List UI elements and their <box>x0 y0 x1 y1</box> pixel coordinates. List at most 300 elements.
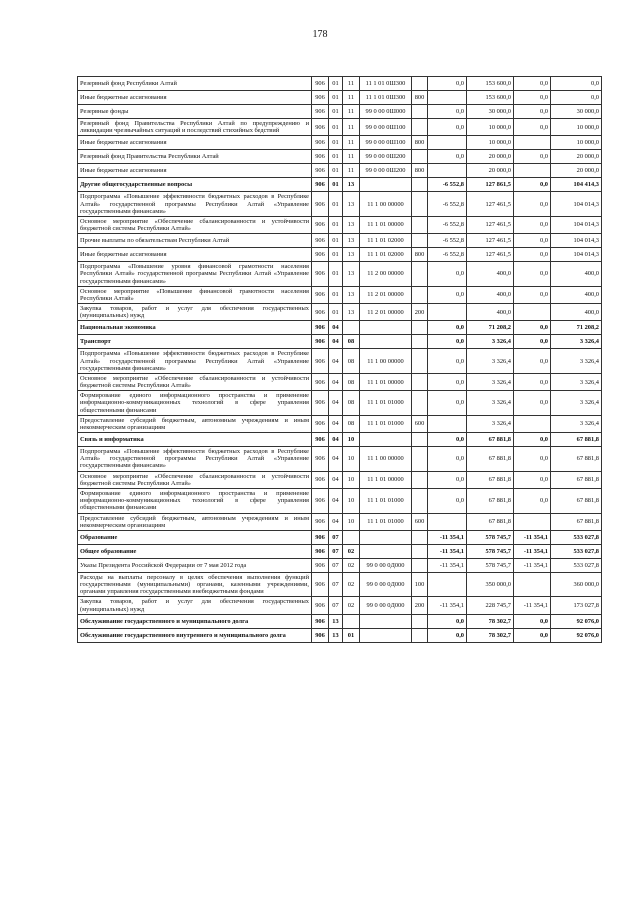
subsection-cell: 11 <box>343 91 360 105</box>
item-name-cell: Основное мероприятие «Обеспечение сбалансированности и устойчивости бюджетной системы Республики Алтай» <box>78 216 312 233</box>
subsection-cell: 08 <box>343 373 360 390</box>
amount-2-cell: 578 745,7 <box>467 544 514 558</box>
amount-3-cell: 0,0 <box>514 192 551 217</box>
subsection-cell: 11 <box>343 119 360 136</box>
target-article-cell: 11 1 01 00000 <box>360 373 412 390</box>
grbs-cell: 906 <box>312 216 329 233</box>
amount-4-cell: 3 326,4 <box>551 391 602 416</box>
target-article-cell: 11 1 01 02000 <box>360 234 412 248</box>
amount-1-cell <box>428 415 467 432</box>
amount-2-cell: 71 208,2 <box>467 321 514 335</box>
expense-type-cell: 100 <box>412 572 428 597</box>
section-cell: 07 <box>329 530 343 544</box>
amount-3-cell: 0,0 <box>514 248 551 262</box>
table-row <box>78 91 602 105</box>
amount-3-cell: 0,0 <box>514 77 551 91</box>
table-row <box>78 304 602 321</box>
subsection-cell: 13 <box>343 216 360 233</box>
amount-3-cell: -11 354,1 <box>514 597 551 614</box>
amount-3-cell: 0,0 <box>514 321 551 335</box>
target-article-cell: 11 2 01 00000 <box>360 286 412 303</box>
subsection-cell: 10 <box>343 447 360 472</box>
amount-2-cell: 127 461,5 <box>467 192 514 217</box>
amount-4-cell: 67 881,8 <box>551 447 602 472</box>
section-cell: 04 <box>329 488 343 513</box>
target-article-cell <box>360 614 412 628</box>
amount-1-cell: 0,0 <box>428 105 467 119</box>
section-cell: 04 <box>329 349 343 374</box>
grbs-cell: 906 <box>312 77 329 91</box>
table-row <box>78 216 602 233</box>
amount-2-cell: 78 302,7 <box>467 614 514 628</box>
subsection-cell: 13 <box>343 248 360 262</box>
table-row <box>78 614 602 628</box>
table-row <box>78 558 602 572</box>
amount-2-cell: 127 461,5 <box>467 248 514 262</box>
expense-type-cell <box>412 234 428 248</box>
amount-4-cell: 3 326,4 <box>551 415 602 432</box>
table-row <box>78 178 602 192</box>
subsection-cell: 02 <box>343 544 360 558</box>
amount-1-cell: 0,0 <box>428 119 467 136</box>
grbs-cell: 906 <box>312 192 329 217</box>
amount-3-cell: 0,0 <box>514 105 551 119</box>
section-cell: 01 <box>329 304 343 321</box>
amount-1-cell <box>428 513 467 530</box>
section-cell: 07 <box>329 544 343 558</box>
grbs-cell: 906 <box>312 164 329 178</box>
section-cell: 01 <box>329 248 343 262</box>
table-row <box>78 544 602 558</box>
grbs-cell: 906 <box>312 136 329 150</box>
table-row <box>78 530 602 544</box>
amount-3-cell: 0,0 <box>514 614 551 628</box>
expense-type-cell: 200 <box>412 597 428 614</box>
target-article-cell <box>360 178 412 192</box>
subsection-cell: 13 <box>343 304 360 321</box>
amount-1-cell: -6 552,8 <box>428 216 467 233</box>
expense-type-cell <box>412 391 428 416</box>
item-name-cell: Прочие выплаты по обязательствам Республики Алтай <box>78 234 312 248</box>
section-cell: 04 <box>329 513 343 530</box>
target-article-cell: 99 0 00 0Д000 <box>360 597 412 614</box>
target-article-cell <box>360 321 412 335</box>
grbs-cell: 906 <box>312 321 329 335</box>
expense-type-cell <box>412 530 428 544</box>
subsection-cell: 10 <box>343 488 360 513</box>
item-name-cell: Основное мероприятие «Обеспечение сбалансированности и устойчивости бюджетной системы Республики Алтай» <box>78 471 312 488</box>
amount-3-cell: 0,0 <box>514 262 551 287</box>
amount-2-cell: 400,0 <box>467 286 514 303</box>
amount-3-cell: 0,0 <box>514 335 551 349</box>
amount-4-cell: 20 000,0 <box>551 150 602 164</box>
section-cell: 04 <box>329 447 343 472</box>
table-row <box>78 150 602 164</box>
grbs-cell: 906 <box>312 433 329 447</box>
subsection-cell <box>343 321 360 335</box>
amount-4-cell: 0,0 <box>551 91 602 105</box>
subsection-cell: 10 <box>343 471 360 488</box>
amount-3-cell: 0,0 <box>514 488 551 513</box>
amount-3-cell: 0,0 <box>514 391 551 416</box>
amount-2-cell: 400,0 <box>467 304 514 321</box>
subsection-cell: 13 <box>343 234 360 248</box>
grbs-cell: 906 <box>312 150 329 164</box>
expense-type-cell <box>412 286 428 303</box>
amount-3-cell: 0,0 <box>514 150 551 164</box>
target-article-cell: 99 0 00 0Ш100 <box>360 136 412 150</box>
target-article-cell: 11 1 01 01000 <box>360 488 412 513</box>
amount-3-cell <box>514 164 551 178</box>
amount-1-cell: -6 552,8 <box>428 234 467 248</box>
amount-1-cell: 0,0 <box>428 335 467 349</box>
amount-4-cell: 104 014,3 <box>551 248 602 262</box>
subsection-cell: 13 <box>343 178 360 192</box>
section-cell: 01 <box>329 91 343 105</box>
amount-4-cell: 20 000,0 <box>551 164 602 178</box>
table-row <box>78 433 602 447</box>
amount-4-cell: 533 027,8 <box>551 530 602 544</box>
item-name-cell: Предоставление субсидий бюджетным, автономным учреждениям и иным некоммерческим организациям <box>78 513 312 530</box>
expense-type-cell <box>412 349 428 374</box>
amount-3-cell: 0,0 <box>514 216 551 233</box>
item-name-cell: Предоставление субсидий бюджетным, автономным учреждениям и иным некоммерческим организациям <box>78 415 312 432</box>
item-name-cell: Подпрограмма «Повышение эффективности бюджетных расходов в Республике Алтай» государственной программы Республики Алтай «Управление государственными финансами» <box>78 447 312 472</box>
amount-1-cell: 0,0 <box>428 150 467 164</box>
target-article-cell: 11 1 01 00000 <box>360 471 412 488</box>
amount-2-cell: 20 000,0 <box>467 164 514 178</box>
amount-3-cell: 0,0 <box>514 234 551 248</box>
amount-1-cell: 0,0 <box>428 628 467 642</box>
table-row <box>78 192 602 217</box>
subsection-cell: 11 <box>343 164 360 178</box>
amount-1-cell: -11 354,1 <box>428 558 467 572</box>
section-cell: 04 <box>329 391 343 416</box>
amount-1-cell: 0,0 <box>428 262 467 287</box>
amount-1-cell: 0,0 <box>428 77 467 91</box>
target-article-cell: 11 1 01 01000 <box>360 415 412 432</box>
amount-1-cell: -6 552,8 <box>428 178 467 192</box>
section-cell: 04 <box>329 321 343 335</box>
amount-3-cell <box>514 513 551 530</box>
grbs-cell: 906 <box>312 488 329 513</box>
amount-1-cell: -6 552,8 <box>428 248 467 262</box>
amount-1-cell <box>428 164 467 178</box>
target-article-cell <box>360 335 412 349</box>
expense-type-cell <box>412 471 428 488</box>
expense-type-cell: 600 <box>412 513 428 530</box>
section-cell: 01 <box>329 150 343 164</box>
expense-type-cell <box>412 119 428 136</box>
section-cell: 04 <box>329 415 343 432</box>
amount-3-cell: 0,0 <box>514 119 551 136</box>
amount-4-cell: 92 076,0 <box>551 614 602 628</box>
amount-3-cell <box>514 572 551 597</box>
amount-1-cell: 0,0 <box>428 373 467 390</box>
amount-1-cell: 0,0 <box>428 614 467 628</box>
target-article-cell: 11 1 01 0Ш300 <box>360 77 412 91</box>
amount-2-cell: 400,0 <box>467 262 514 287</box>
expense-type-cell <box>412 192 428 217</box>
item-name-cell: Общее образование <box>78 544 312 558</box>
amount-4-cell: 67 881,8 <box>551 513 602 530</box>
item-name-cell: Подпрограмма «Повышение уровня финансовой грамотности населения Республики Алтай» государственной программы Республики Алтай «Управление государственными финансами» <box>78 262 312 287</box>
item-name-cell: Основное мероприятие «Обеспечение сбалансированности и устойчивости бюджетной системы Республики Алтай» <box>78 373 312 390</box>
amount-3-cell: -11 354,1 <box>514 544 551 558</box>
amount-1-cell: -6 552,8 <box>428 192 467 217</box>
subsection-cell: 11 <box>343 150 360 164</box>
table-row <box>78 248 602 262</box>
target-article-cell <box>360 544 412 558</box>
amount-2-cell: 127 861,5 <box>467 178 514 192</box>
amount-1-cell: -11 354,1 <box>428 597 467 614</box>
item-name-cell: Основное мероприятие «Повышение финансовой грамотности населения Республики Алтай» <box>78 286 312 303</box>
expense-type-cell <box>412 373 428 390</box>
amount-4-cell: 173 027,8 <box>551 597 602 614</box>
table-row <box>78 513 602 530</box>
amount-4-cell: 67 881,8 <box>551 433 602 447</box>
amount-4-cell: 360 000,0 <box>551 572 602 597</box>
expense-type-cell <box>412 447 428 472</box>
item-name-cell: Иные бюджетные ассигнования <box>78 136 312 150</box>
amount-2-cell: 350 000,0 <box>467 572 514 597</box>
expense-type-cell: 600 <box>412 415 428 432</box>
table-row <box>78 234 602 248</box>
expense-type-cell <box>412 150 428 164</box>
section-cell: 01 <box>329 136 343 150</box>
amount-1-cell: 0,0 <box>428 286 467 303</box>
subsection-cell: 13 <box>343 286 360 303</box>
grbs-cell: 906 <box>312 614 329 628</box>
amount-1-cell: 0,0 <box>428 433 467 447</box>
grbs-cell: 906 <box>312 391 329 416</box>
subsection-cell: 01 <box>343 628 360 642</box>
grbs-cell: 906 <box>312 544 329 558</box>
target-article-cell: 11 1 01 01000 <box>360 513 412 530</box>
amount-1-cell <box>428 91 467 105</box>
item-name-cell: Резервный фонд Правительства Республики Алтай по предупреждению и ликвидации чрезвычайных ситуаций и последствий стихийных бедствий <box>78 119 312 136</box>
amount-2-cell: 127 461,5 <box>467 234 514 248</box>
expense-type-cell <box>412 614 428 628</box>
table-row <box>78 105 602 119</box>
amount-4-cell: 67 881,8 <box>551 488 602 513</box>
section-cell: 01 <box>329 119 343 136</box>
amount-4-cell: 10 000,0 <box>551 119 602 136</box>
target-article-cell: 11 2 01 00000 <box>360 304 412 321</box>
table-row <box>78 373 602 390</box>
subsection-cell: 02 <box>343 597 360 614</box>
amount-2-cell: 3 326,4 <box>467 349 514 374</box>
target-article-cell: 99 0 00 0Ш200 <box>360 164 412 178</box>
subsection-cell: 08 <box>343 335 360 349</box>
amount-1-cell <box>428 136 467 150</box>
subsection-cell: 10 <box>343 513 360 530</box>
amount-1-cell: -11 354,1 <box>428 530 467 544</box>
table-row <box>78 77 602 91</box>
table-row <box>78 628 602 642</box>
expense-type-cell <box>412 321 428 335</box>
target-article-cell: 99 0 00 0Ш200 <box>360 150 412 164</box>
table-row <box>78 321 602 335</box>
expense-type-cell <box>412 558 428 572</box>
subsection-cell: 11 <box>343 105 360 119</box>
grbs-cell: 906 <box>312 628 329 642</box>
grbs-cell: 906 <box>312 513 329 530</box>
grbs-cell: 906 <box>312 349 329 374</box>
amount-3-cell: 0,0 <box>514 471 551 488</box>
amount-4-cell: 104 414,3 <box>551 178 602 192</box>
amount-4-cell: 400,0 <box>551 262 602 287</box>
section-cell: 01 <box>329 164 343 178</box>
amount-4-cell: 92 076,0 <box>551 628 602 642</box>
section-cell: 07 <box>329 597 343 614</box>
grbs-cell: 906 <box>312 234 329 248</box>
amount-2-cell: 3 326,4 <box>467 415 514 432</box>
amount-3-cell: 0,0 <box>514 447 551 472</box>
item-name-cell: Формирование единого информационного пространства и применение информационно-коммуникационных технологий в сфере управления общественными финансами <box>78 391 312 416</box>
amount-2-cell: 3 326,4 <box>467 391 514 416</box>
amount-4-cell: 71 208,2 <box>551 321 602 335</box>
table-row <box>78 119 602 136</box>
expense-type-cell <box>412 628 428 642</box>
grbs-cell: 906 <box>312 597 329 614</box>
amount-2-cell: 20 000,0 <box>467 150 514 164</box>
target-article-cell: 11 1 01 02000 <box>360 248 412 262</box>
target-article-cell: 11 1 01 0Ш300 <box>360 91 412 105</box>
table-row <box>78 488 602 513</box>
target-article-cell: 99 0 00 0Ш000 <box>360 105 412 119</box>
item-name-cell: Закупка товаров, работ и услуг для обеспечения государственных (муниципальных) нужд <box>78 597 312 614</box>
item-name-cell: Формирование единого информационного пространства и применение информационно-коммуникационных технологий в сфере управления общественными финансами <box>78 488 312 513</box>
item-name-cell: Подпрограмма «Повышение эффективности бюджетных расходов в Республике Алтай» государственной программы Республики Алтай «Управление государственными финансами» <box>78 349 312 374</box>
amount-1-cell <box>428 304 467 321</box>
section-cell: 01 <box>329 192 343 217</box>
amount-2-cell: 3 326,4 <box>467 335 514 349</box>
amount-3-cell: -11 354,1 <box>514 530 551 544</box>
target-article-cell: 11 1 00 00000 <box>360 447 412 472</box>
table-row <box>78 415 602 432</box>
section-cell: 04 <box>329 471 343 488</box>
amount-4-cell: 400,0 <box>551 286 602 303</box>
amount-2-cell: 578 745,7 <box>467 530 514 544</box>
section-cell: 07 <box>329 558 343 572</box>
target-article-cell: 11 1 01 01000 <box>360 391 412 416</box>
subsection-cell <box>343 530 360 544</box>
amount-4-cell: 104 014,3 <box>551 216 602 233</box>
grbs-cell: 906 <box>312 248 329 262</box>
section-cell: 01 <box>329 286 343 303</box>
item-name-cell: Резервный фонд Республики Алтай <box>78 77 312 91</box>
amount-3-cell: 0,0 <box>514 628 551 642</box>
amount-2-cell: 10 000,0 <box>467 119 514 136</box>
section-cell: 01 <box>329 105 343 119</box>
section-cell: 07 <box>329 572 343 597</box>
amount-2-cell: 10 000,0 <box>467 136 514 150</box>
target-article-cell <box>360 628 412 642</box>
amount-3-cell <box>514 304 551 321</box>
expense-type-cell <box>412 105 428 119</box>
page-number: 178 <box>312 29 328 40</box>
amount-3-cell: 0,0 <box>514 91 551 105</box>
table-row <box>78 349 602 374</box>
expense-type-cell <box>412 262 428 287</box>
amount-2-cell: 67 881,8 <box>467 433 514 447</box>
amount-4-cell: 67 881,8 <box>551 471 602 488</box>
amount-2-cell: 153 600,0 <box>467 91 514 105</box>
amount-4-cell: 104 014,3 <box>551 192 602 217</box>
item-name-cell: Закупка товаров, работ и услуг для обеспечения государственных (муниципальных) нужд <box>78 304 312 321</box>
table-row <box>78 136 602 150</box>
section-cell: 01 <box>329 178 343 192</box>
expense-type-cell: 800 <box>412 91 428 105</box>
expense-type-cell <box>412 216 428 233</box>
amount-2-cell: 67 881,8 <box>467 513 514 530</box>
amount-3-cell: 0,0 <box>514 373 551 390</box>
amount-2-cell: 228 745,7 <box>467 597 514 614</box>
section-cell: 04 <box>329 373 343 390</box>
section-cell: 13 <box>329 614 343 628</box>
expense-type-cell: 800 <box>412 136 428 150</box>
section-cell: 13 <box>329 628 343 642</box>
item-name-cell: Образование <box>78 530 312 544</box>
grbs-cell: 906 <box>312 91 329 105</box>
target-article-cell: 11 2 00 00000 <box>360 262 412 287</box>
expense-type-cell <box>412 178 428 192</box>
amount-2-cell: 30 000,0 <box>467 105 514 119</box>
grbs-cell: 906 <box>312 471 329 488</box>
item-name-cell: Резервные фонды <box>78 105 312 119</box>
amount-4-cell: 10 000,0 <box>551 136 602 150</box>
grbs-cell: 906 <box>312 373 329 390</box>
subsection-cell: 08 <box>343 415 360 432</box>
item-name-cell: Обслуживание государственного и муниципального долга <box>78 614 312 628</box>
table-row <box>78 572 602 597</box>
amount-3-cell: 0,0 <box>514 433 551 447</box>
grbs-cell: 906 <box>312 530 329 544</box>
amount-2-cell: 127 461,5 <box>467 216 514 233</box>
expense-type-cell <box>412 433 428 447</box>
amount-1-cell: 0,0 <box>428 349 467 374</box>
grbs-cell: 906 <box>312 262 329 287</box>
expense-type-cell: 200 <box>412 304 428 321</box>
subsection-cell: 02 <box>343 558 360 572</box>
amount-2-cell: 67 881,8 <box>467 447 514 472</box>
expense-type-cell <box>412 77 428 91</box>
item-name-cell: Иные бюджетные ассигнования <box>78 248 312 262</box>
amount-3-cell <box>514 136 551 150</box>
expense-type-cell: 800 <box>412 164 428 178</box>
amount-2-cell: 578 745,7 <box>467 558 514 572</box>
table-row <box>78 286 602 303</box>
target-article-cell: 11 1 00 00000 <box>360 192 412 217</box>
subsection-cell: 08 <box>343 349 360 374</box>
amount-3-cell: 0,0 <box>514 349 551 374</box>
section-cell: 01 <box>329 262 343 287</box>
item-name-cell: Указы Президента Российской Федерации от 7 мая 2012 года <box>78 558 312 572</box>
subsection-cell: 13 <box>343 262 360 287</box>
item-name-cell: Национальная экономика <box>78 321 312 335</box>
amount-2-cell: 153 600,0 <box>467 77 514 91</box>
amount-1-cell: 0,0 <box>428 488 467 513</box>
target-article-cell <box>360 433 412 447</box>
table-row <box>78 391 602 416</box>
subsection-cell: 10 <box>343 433 360 447</box>
target-article-cell: 11 1 01 00000 <box>360 216 412 233</box>
amount-4-cell: 30 000,0 <box>551 105 602 119</box>
item-name-cell: Иные бюджетные ассигнования <box>78 91 312 105</box>
subsection-cell: 08 <box>343 391 360 416</box>
amount-3-cell: 0,0 <box>514 286 551 303</box>
